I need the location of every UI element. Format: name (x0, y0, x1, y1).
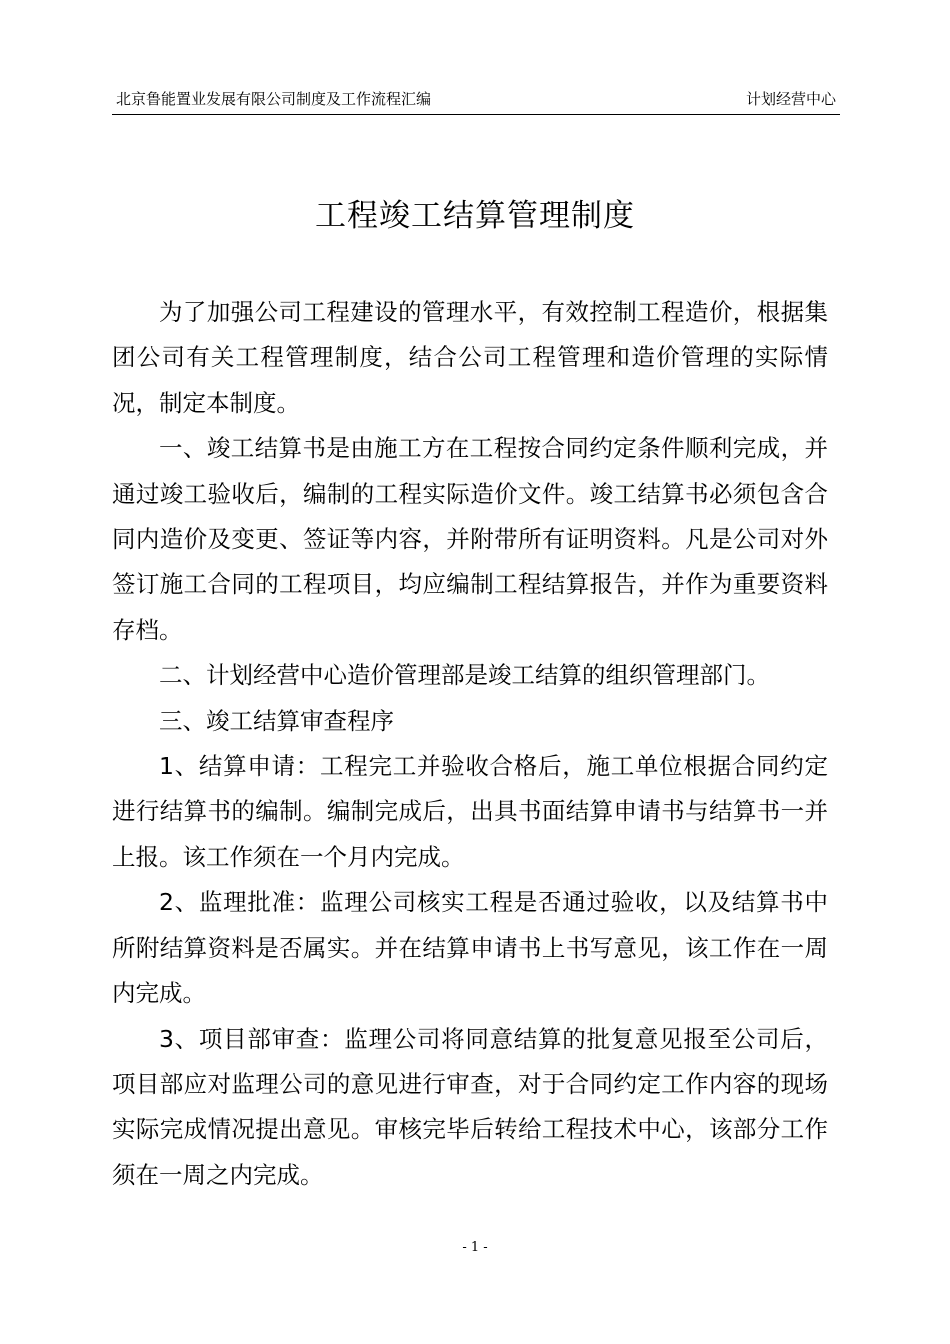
document-title: 工程竣工结算管理制度 (315, 198, 635, 234)
page-number: - 1 - (462, 1240, 488, 1255)
paragraph-step-1: 1、结算申请：工程完工并验收合格后，施工单位根据合同约定进行结算书的编制。编制完成后，出具书面结算申请书与结算书一并上报。该工作须在一个月内完成。 (112, 752, 828, 871)
header-company-title: 北京鲁能置业发展有限公司制度及工作流程汇编 (116, 90, 432, 108)
paragraph-section-1: 一、竣工结算书是由施工方在工程按合同约定条件顺利完成，并通过竣工验收后，编制的工程实际造价文件。竣工结算书必须包含合同内造价及变更、签证等内容，并附带所有证明资料。凡是公司对外签订施工合同的工程项目，均应编制工程结算报告，并作为重要资料存档。 (112, 434, 828, 644)
paragraph-section-2: 二、计划经营中心造价管理部是竣工结算的组织管理部门。 (159, 661, 770, 690)
paragraph-step-2: 2、监理批准：监理公司核实工程是否通过验收，以及结算书中所附结算资料是否属实。并在结算申请书上书写意见，该工作在一周内完成。 (112, 888, 828, 1008)
page-header (112, 90, 840, 115)
paragraph-intro: 为了加强公司工程建设的管理水平，有效控制工程造价，根据集团公司有关工程管理制度，结合公司工程管理和造价管理的实际情况，制定本制度。 (112, 298, 828, 417)
document-body (112, 290, 828, 1198)
header-department: 计划经营中心 (745, 90, 836, 108)
paragraph-section-3-heading: 三、竣工结算审查程序 (159, 706, 394, 735)
paragraph-step-3: 3、项目部审查：监理公司将同意结算的批复意见报至公司后，项目部应对监理公司的意见进行审查，对于合同约定工作内容的现场实际完成情况提出意见。审核完毕后转给工程技术中心，该部分工作须在一周之内完成。 (112, 1024, 828, 1189)
